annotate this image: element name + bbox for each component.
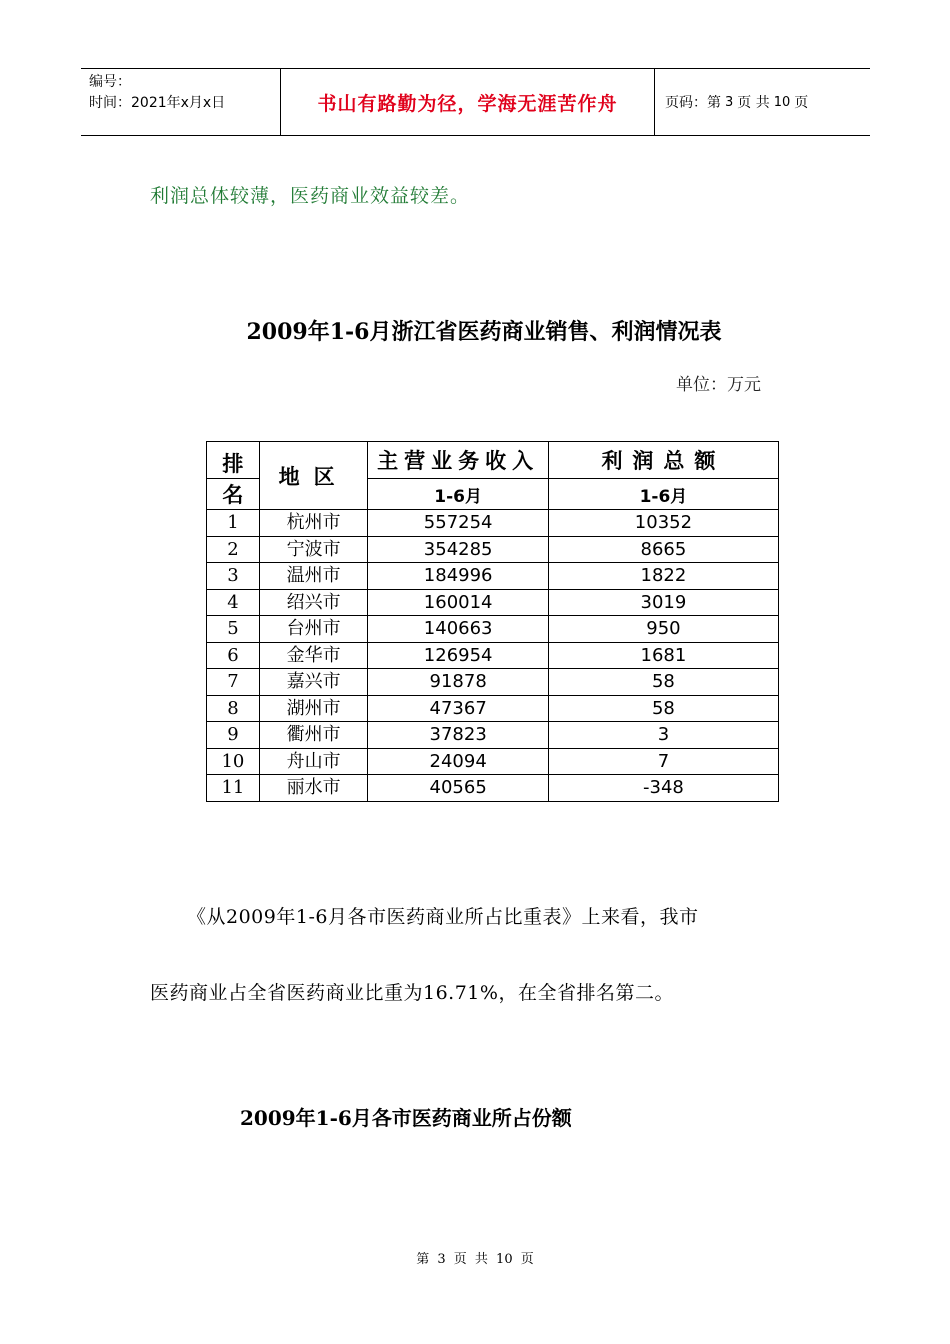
paragraph-2: 医药商业占全省医药商业比重为16.71%，在全省排名第二。	[150, 982, 674, 1004]
cell-revenue: 37823	[368, 722, 548, 749]
table-row	[207, 775, 779, 802]
cell-area: 湖州市	[259, 695, 368, 722]
header-motto: 书山有路勤为径，学海无涯苦作舟	[281, 69, 655, 135]
cell-revenue: 160014	[368, 589, 548, 616]
table-title: 2009年1-6月浙江省医药商业销售、利润情况表	[246, 319, 722, 345]
cell-rank: 7	[207, 669, 260, 696]
cell-rank: 6	[207, 642, 260, 669]
page-mid: 页 共	[737, 95, 770, 111]
table-row	[207, 642, 779, 669]
cell-revenue: 184996	[368, 563, 548, 590]
table-row	[207, 510, 779, 537]
cell-area: 嘉兴市	[259, 669, 368, 696]
cell-revenue: 91878	[368, 669, 548, 696]
cell-area: 舟山市	[259, 748, 368, 775]
table-row	[207, 563, 779, 590]
page-total: 10	[773, 94, 791, 110]
table-row	[207, 669, 779, 696]
page-current: 3	[725, 94, 734, 110]
cell-area: 丽水市	[259, 775, 368, 802]
table-row	[207, 589, 779, 616]
cell-revenue: 47367	[368, 695, 548, 722]
cell-rank: 4	[207, 589, 260, 616]
cell-rank: 8	[207, 695, 260, 722]
header-meta	[81, 69, 281, 135]
unit-label: 单位：万元	[676, 375, 761, 395]
cell-area: 温州市	[259, 563, 368, 590]
cell-profit: 3	[548, 722, 778, 749]
cell-profit: 950	[548, 616, 778, 643]
cell-profit: 7	[548, 748, 778, 775]
cell-area: 金华市	[259, 642, 368, 669]
cell-rank: 1	[207, 510, 260, 537]
cell-profit: 10352	[548, 510, 778, 537]
cell-area: 杭州市	[259, 510, 368, 537]
table-row	[207, 616, 779, 643]
cell-area: 衢州市	[259, 722, 368, 749]
header-revenue: 主营业务收入	[368, 442, 548, 479]
cell-rank: 11	[207, 775, 260, 802]
cell-revenue: 140663	[368, 616, 548, 643]
header-area: 地区	[259, 442, 368, 510]
intro-line: 利润总体较薄，医药商业效益较差。	[150, 185, 471, 207]
header-time-label: 时间：2021年x月x日	[89, 95, 226, 111]
cell-revenue: 126954	[368, 642, 548, 669]
cell-profit: 58	[548, 695, 778, 722]
table-row	[207, 536, 779, 563]
header-rank-top: 排	[207, 442, 260, 479]
header-page-info	[655, 69, 870, 135]
sales-profit-table	[206, 441, 779, 802]
cell-area: 宁波市	[259, 536, 368, 563]
section-subtitle: 2009年1-6月各市医药商业所占份额	[240, 1106, 572, 1130]
document-header	[81, 68, 870, 136]
cell-rank: 3	[207, 563, 260, 590]
cell-profit: 8665	[548, 536, 778, 563]
header-revenue-period: 1-6月	[368, 479, 548, 510]
cell-area: 绍兴市	[259, 589, 368, 616]
paragraph-1: 《从2009年1-6月各市医药商业所占比重表》上来看，我市	[187, 906, 699, 928]
page-prefix: 页码：第	[665, 95, 721, 111]
header-profit: 利润总额	[548, 442, 778, 479]
page-footer: 第 3 页 共 10 页	[416, 1252, 534, 1267]
header-profit-period: 1-6月	[548, 479, 778, 510]
cell-revenue: 354285	[368, 536, 548, 563]
cell-revenue: 557254	[368, 510, 548, 537]
cell-rank: 5	[207, 616, 260, 643]
table-row	[207, 722, 779, 749]
cell-rank: 9	[207, 722, 260, 749]
header-number-label: 编号：	[89, 74, 131, 90]
cell-profit: 3019	[548, 589, 778, 616]
cell-rank: 2	[207, 536, 260, 563]
header-rank-bottom: 名	[207, 479, 260, 510]
table-row	[207, 695, 779, 722]
cell-revenue: 40565	[368, 775, 548, 802]
cell-profit: 1822	[548, 563, 778, 590]
cell-rank: 10	[207, 748, 260, 775]
cell-revenue: 24094	[368, 748, 548, 775]
cell-profit: -348	[548, 775, 778, 802]
cell-area: 台州市	[259, 616, 368, 643]
page-suffix: 页	[794, 95, 809, 111]
table-row	[207, 748, 779, 775]
cell-profit: 58	[548, 669, 778, 696]
cell-profit: 1681	[548, 642, 778, 669]
